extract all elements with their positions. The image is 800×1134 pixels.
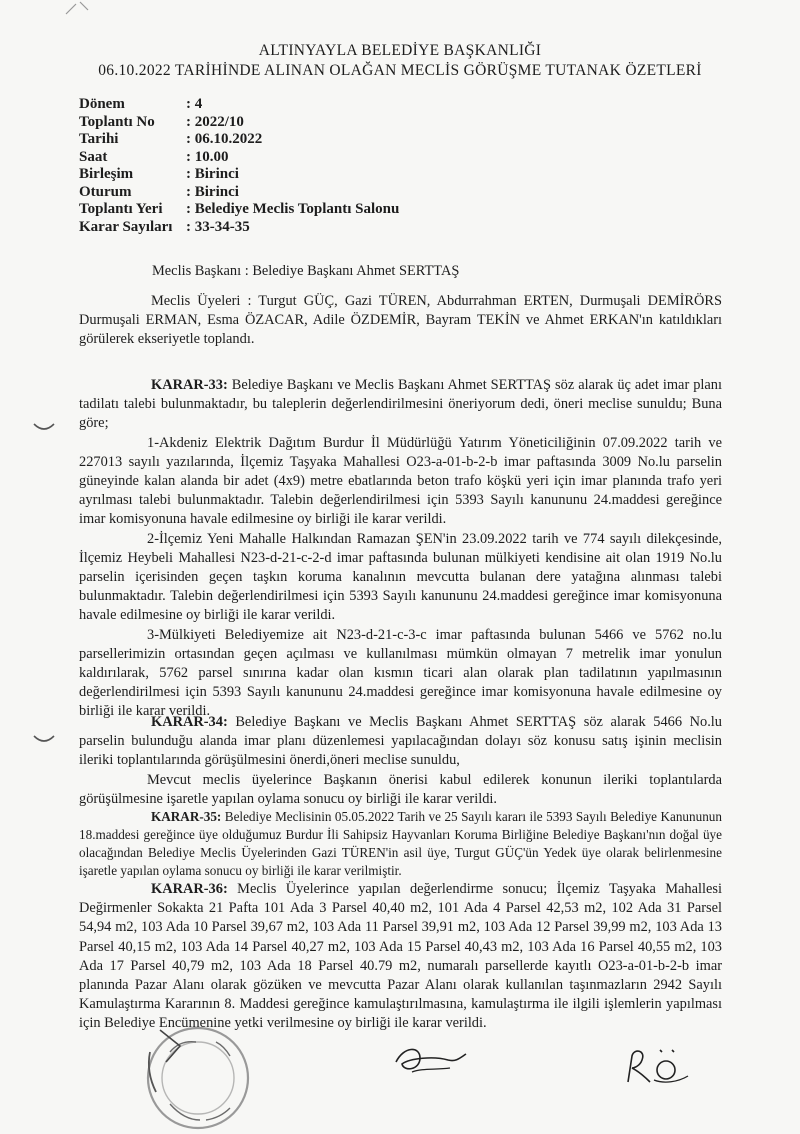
decision-label: KARAR-33: <box>151 377 228 393</box>
decision-34 <box>79 713 722 809</box>
decision-text: Belediye Meclisinin 05.05.2022 Tarih ve 25 Sayılı kararı ile 5393 Sayılı Belediye Kanununun 18.maddesi gereğince üye olduğumuz Burdur İli Sahipsiz Hayvanları Koruma Birliğine Belediye Başkanı'nın doğal üye olacağından Belediye Meclis Üyelerinden Gazi TÜREN'in asil üye, Turgut GÜÇ'ün Yedek üye olarak belirlenmesine işaretle yapılan oylama sonucu oy birliği ile karar verilmiştir. <box>79 809 722 878</box>
decision-label: KARAR-34: <box>151 714 228 730</box>
municipal-seal-icon <box>140 1012 250 1134</box>
decision-label: KARAR-36: <box>151 881 228 897</box>
meta-key: Birleşim <box>79 166 134 182</box>
meta-row <box>79 96 399 114</box>
meta-value: : 06.10.2022 <box>186 131 263 147</box>
meta-key: Toplantı No <box>79 113 155 130</box>
meta-row <box>79 166 399 184</box>
meta-row <box>79 131 399 149</box>
meeting-info <box>79 96 399 236</box>
margin-tick-icon <box>32 420 56 434</box>
decision-35 <box>79 808 722 880</box>
meta-key: Saat <box>79 148 108 165</box>
signature-icon <box>390 1040 470 1080</box>
meta-value: : Birinci <box>186 166 239 182</box>
decision-item: 1-Akdeniz Elektrik Dağıtım Burdur İl Müdürlüğü Yatırım Yöneticiliğinin 07.09.2022 tarih ve 227013 sayılı yazılarında, İlçemiz Taşyaka Mahallesi O23-a-01-b-2-b imar paftasında 3009 No.lu parselin güneyinde kalan alanda bir adet (4x9) metre ebatlarında beton trafo köşkü yeri için imar planında trafo yeri ayrılması talebi bulunmaktadır. Talebin değerlendirilmesi için 5393 Sayılı kanununu 24.maddesi gereğince imar komisyonuna havale edilmesine oy birliği ile karar verildi. <box>79 434 722 528</box>
meta-value: : Belediye Meclis Toplantı Salonu <box>186 201 400 217</box>
decision-text: Mevcut meclis üyelerince Başkanın önerisi kabul edilerek konunun ileriki toplantılarda görüşülmesine işaretle yapılan oylama sonucu oy birliği ile karar verildi. <box>79 771 722 807</box>
members-text: Meclis Üyeleri : Turgut GÜÇ, Gazi TÜREN, Abdurrahman ERTEN, Durmuşali DEMİRÖRS Durmuşali ERMAN, Esma ÖZACAR, Adile ÖZDEMİR, Bayram TEKİN ve Ahmet ERKAN'ın katıldıkları görülerek ekseriyetle toplandı. <box>79 293 722 348</box>
initials-signature-icon <box>620 1040 692 1088</box>
meta-row <box>79 219 399 237</box>
decision-label: KARAR-35: <box>151 809 222 824</box>
decision-text: Meclis Üyelerince yapılan değerlendirme sonucu; İlçemiz Taşyaka Mahallesi Değirmenler Sokakta 21 Pafta 101 Ada 3 Parsel 40,40 m2, 101 Ada 4 Parsel 42,53 m2, 102 Ada 31 Parsel 54,94 m2, 103 Ada 10 Parsel 39,67 m2, 103 Ada 11 Parsel 39,91 m2, 103 Ada 12 Parsel 39,99 m2, 103 Ada 13 Parsel 40,15 m2, 103 Ada 14 Parsel 40,27 m2, 103 Ada 15 Parsel 40,43 m2, 103 Ada 16 Parsel 40,55 m2, 103 Ada 17 Parsel 40,79 m2, 103 Ada 18 Parsel 40.79 m2, numaralı parsellerde kayıtlı O23-a-01-b-2-b imar planında Pazar Alanı olarak gözüken ve mevcutta Pazar Alanı olarak kullanılan taşınmazların 2942 Sayılı Kamulaştırma Kararının 8. Maddesi gereğince kamulaştırılmasına, kamulaştırma ile ilgili işlemlerin yapılması için Belediye Encümenine yetki verilmesine oy birliği ile karar verildi. <box>79 881 722 1032</box>
corner-mark-icon <box>62 0 92 18</box>
meta-row <box>79 114 399 132</box>
header-subtitle: 06.10.2022 TARİHİNDE ALINAN OLAĞAN MECLİS GÖRÜŞME TUTANAK ÖZETLERİ <box>98 62 702 79</box>
meta-row <box>79 149 399 167</box>
meta-value: : 4 <box>186 96 203 112</box>
meta-key: Toplantı Yeri <box>79 201 163 217</box>
margin-tick-icon <box>32 732 56 746</box>
header-title: ALTINYAYLA BELEDİYE BAŞKANLIĞI <box>258 42 542 59</box>
decision-item: 2-İlçemiz Yeni Mahalle Halkından Ramazan ŞEN'in 23.09.2022 tarih ve 774 sayılı dilekçesinde, İlçemiz Heybeli Mahallesi N23-d-21-c-2-d imar paftasında bulunan mülkiyeti kendisine ait olan 1919 No.lu parselin içerisinden geçen taşkın koruma kanalının mevcutta bulanan dere yatağına alınması talebi bulunmaktadır. Talebin değerlendirilmesi için 5393 Sayılı kanununu 24.maddesi gereğince imar komisyonuna havale edilmesine oy birliği ile karar verildi. <box>79 530 722 624</box>
members-paragraph <box>79 292 722 350</box>
decision-36 <box>79 880 722 1034</box>
meta-value: : Birinci <box>186 183 239 200</box>
decision-33 <box>79 376 722 722</box>
meeting-chair: Meclis Başkanı : Belediye Başkanı Ahmet SERTTAŞ <box>152 263 460 279</box>
decision-text: Belediye Başkanı ve Meclis Başkanı Ahmet SERTTAŞ söz alarak 5466 No.lu parselin bulunduğu alanda imar planı düzenlemesi yapılacağından dolayı söz konusu satış işinin meclisin ileriki toplantılarında görüşülmesini önerdi,öneri meclise sunuldu, <box>79 714 722 769</box>
meta-value: : 2022/10 <box>186 113 244 130</box>
decision-text: Belediye Başkanı ve Meclis Başkanı Ahmet SERTTAŞ söz alarak üç adet imar planı tadilatı talebi bulunmaktadır, bu taleplerin değerlendirilmesini öneriyorum dedi, öneri meclise sunuldu; Buna göre; <box>79 377 722 432</box>
meta-row <box>79 201 399 219</box>
meta-value: : 33-34-35 <box>186 218 250 235</box>
decision-item: 3-Mülkiyeti Belediyemize ait N23-d-21-c-3-c imar paftasında bulunan 5466 ve 5762 no.lu parsellerimizin ortasından geçen açılması ve kullanılması mümkün olmayan 7 metrelik imar yonulun kaldırılarak, 5762 parsel sınırına kadar olan kısmın ticari alan olarak plan tadilatının yapılmasının değerlendirilmesi için 5393 Sayılı kanununu 24.maddesi gereğince imar komisyonuna havale edilmesine oy birliği ile karar verildi. <box>79 626 722 720</box>
meta-key: Tarihi <box>79 131 119 147</box>
meta-key: Dönem <box>79 96 125 112</box>
meta-key: Karar Sayıları <box>79 218 173 235</box>
meta-value: : 10.00 <box>186 148 229 165</box>
meta-row <box>79 184 399 202</box>
meta-key: Oturum <box>79 183 132 200</box>
